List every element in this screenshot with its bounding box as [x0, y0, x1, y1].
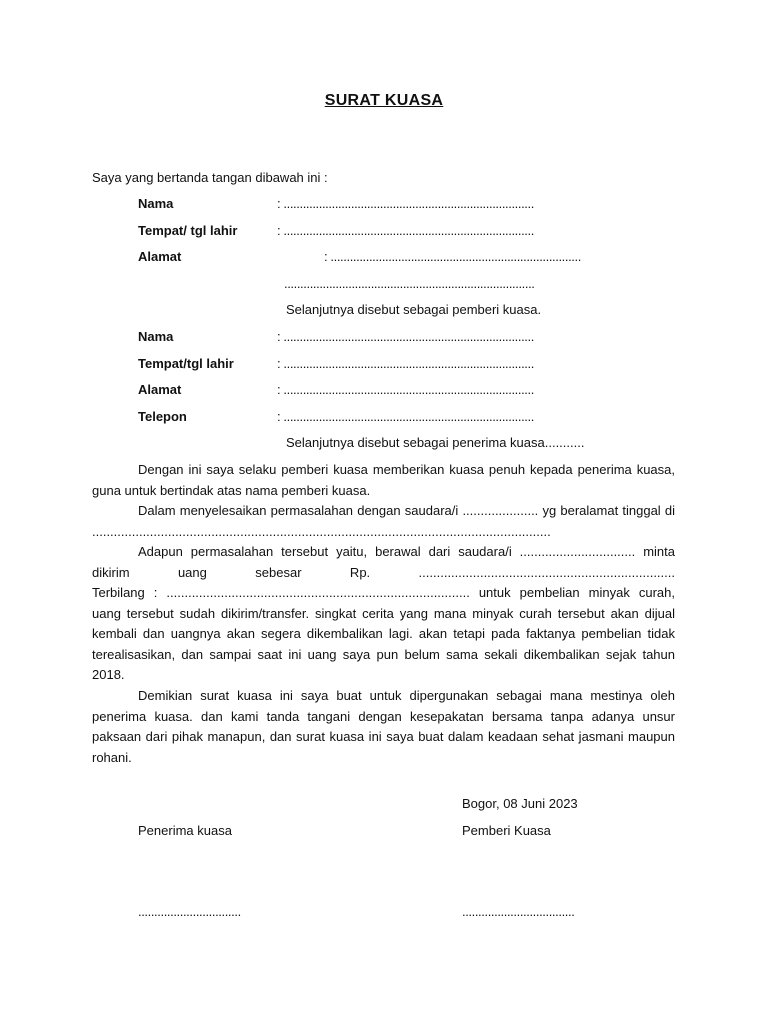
- receiver-name-label: Nama: [138, 329, 174, 344]
- receiver-name-value: : ..............................................................................: [277, 329, 534, 344]
- receiver-phone-label: Telepon: [138, 409, 187, 424]
- giver-address-line2: ..............................................................................: [284, 276, 535, 291]
- receiver-address-value: : ..............................................................................: [277, 382, 534, 397]
- giver-name-value: : ..............................................................................: [277, 196, 534, 211]
- receiver-birth-value: : ..............................................................................: [277, 356, 534, 371]
- receiver-signature-line: ................................: [138, 904, 241, 919]
- receiver-note: Selanjutnya disebut sebagai penerima kuasa...........: [286, 435, 585, 450]
- giver-address-label: Alamat: [138, 249, 182, 264]
- body-paragraph-4: Demikian surat kuasa ini saya buat untuk dipergunakan sebagai mana mestinya oleh penerima kuasa. dan kami tanda tangani dengan kesepakatan bersama tanpa adanya unsur paksaan dari pihak manapun, dan surat kuasa ini saya buat dalam keadaan sehat jasmani maupun rohani.: [92, 688, 675, 765]
- receiver-phone-value: : ..............................................................................: [277, 409, 534, 424]
- intro-text: Saya yang bertanda tangan dibawah ini :: [92, 170, 328, 185]
- body-paragraph-2: Dalam menyelesaikan permasalahan dengan saudara/i ..................... yg beralamat tinggal di ...............................................................................................................................: [92, 503, 675, 539]
- giver-signature-label: Pemberi Kuasa: [462, 823, 551, 838]
- giver-birth-label: Tempat/ tgl lahir: [138, 223, 238, 238]
- body-paragraph-3-line1: Adapun permasalahan tersebut yaitu, berawal dari saudara/i ................................ minta dikirim uang sebesar Rp. .......................................................................: [92, 544, 675, 580]
- giver-address-value: : ..............................................................................: [324, 249, 581, 264]
- body-paragraph-3: Terbilang : .................................................................................... untuk pembelian minyak curah, uang tersebut sudah dikirim/transfer. singkat cerita yang mana minyak curah tersebut akan dijual kembali dan uangnya akan segera dikembalikan lagi. akan tetapi pada faktanya pembelian tidak terealisasikan, dan sampai saat ini uang saya pun belum sama sekali dikembalikan sejak tahun 2018.: [92, 585, 675, 682]
- document-title: SURAT KUASA: [324, 92, 444, 109]
- receiver-signature-label: Penerima kuasa: [138, 823, 232, 838]
- receiver-address-label: Alamat: [138, 382, 182, 397]
- giver-note: Selanjutnya disebut sebagai pemberi kuasa.: [286, 302, 542, 317]
- place-date: Bogor, 08 Juni 2023: [462, 796, 578, 811]
- receiver-birth-label: Tempat/tgl lahir: [138, 356, 234, 371]
- giver-signature-line: ...................................: [462, 904, 575, 919]
- giver-birth-value: : ..............................................................................: [277, 223, 534, 238]
- body-paragraph-1: Dengan ini saya selaku pemberi kuasa memberikan kuasa penuh kepada penerima kuasa, guna untuk bertindak atas nama pemberi kuasa.: [92, 462, 675, 498]
- giver-name-label: Nama: [138, 196, 174, 211]
